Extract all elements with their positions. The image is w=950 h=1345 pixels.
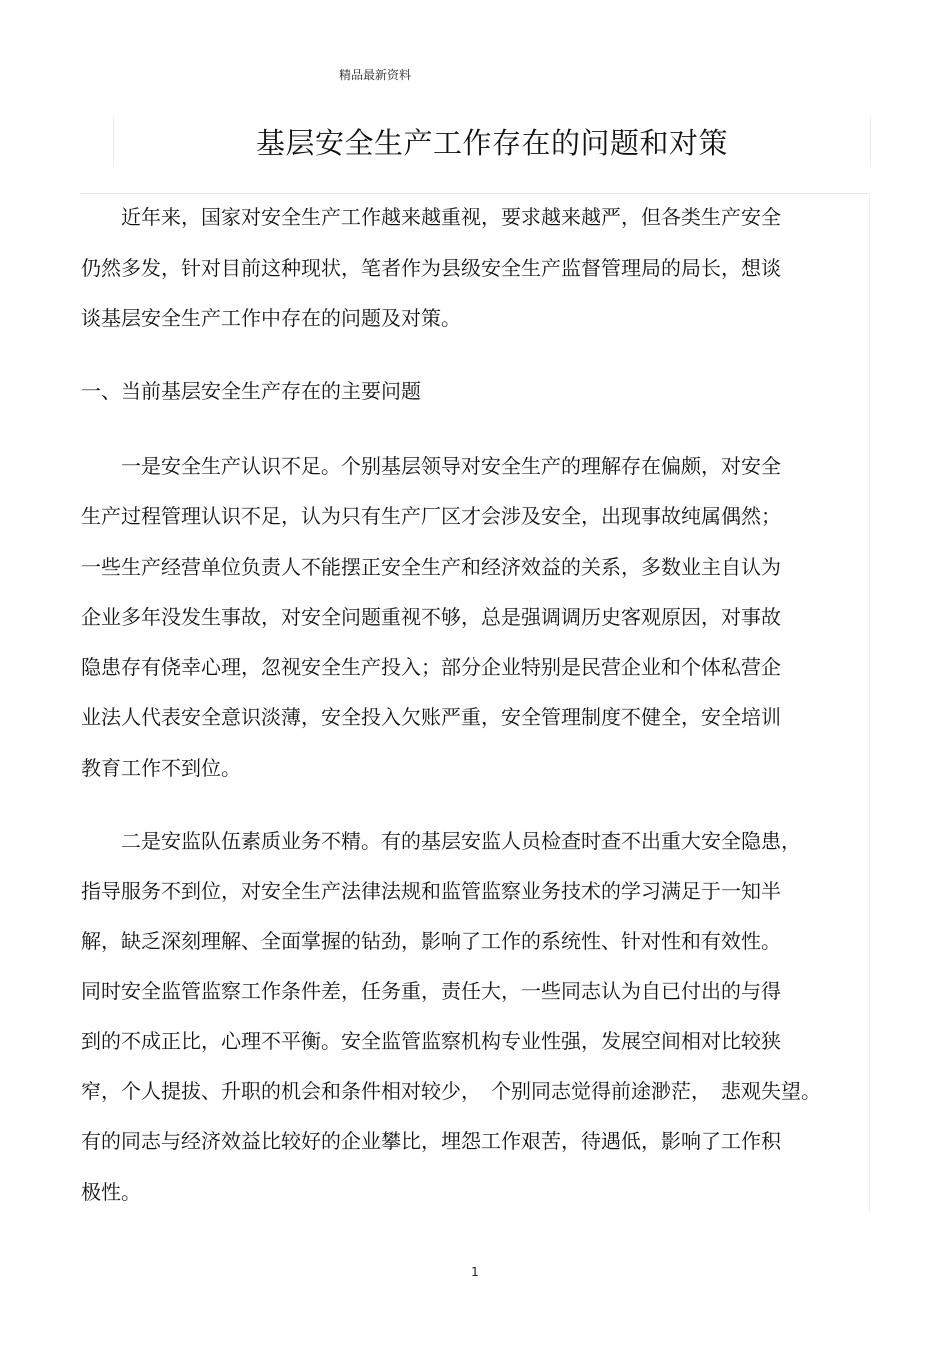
body-line: 到的不成正比，心理不平衡。安全监管监察机构专业性强，发展空间相对比较狭 xyxy=(81,1029,781,1053)
section-heading: 一、当前基层安全生产存在的主要问题 xyxy=(81,379,421,403)
right-margin-line xyxy=(869,193,870,1213)
body-line: 教育工作不到位。 xyxy=(81,756,241,780)
body-line: 同时安全监管监察工作条件差，任务重，责任大，一些同志认为自已付出的与得 xyxy=(81,979,781,1003)
page-number: 1 xyxy=(471,1265,479,1279)
body-line: 谈基层安全生产工作中存在的问题及对策。 xyxy=(81,306,461,330)
body-line: 解，缺乏深刻理解、全面掌握的钻劲，影响了工作的系统性、针对性和有效性。 xyxy=(81,929,781,953)
body-line: 企业多年没发生事故，对安全问题重视不够，总是强调调历史客观原因，对事故 xyxy=(81,605,781,629)
body-line: 一是安全生产认识不足。个别基层领导对安全生产的理解存在偏颇，对安全 xyxy=(81,454,781,478)
body-line: 极性。 xyxy=(81,1180,141,1204)
body-line: 业法人代表安全意识淡薄，安全投入欠账严重，安全管理制度不健全，安全培训 xyxy=(81,705,781,729)
header-note: 精品最新资料 xyxy=(339,68,412,82)
body-line: 指导服务不到位，对安全生产法律法规和监管监察业务技术的学习满足于一知半 xyxy=(81,879,781,903)
body-line: 二是安监队伍素质业务不精。有的基层安监人员检查时查不出重大安全隐患， xyxy=(81,829,801,853)
body-line: 隐患存有侥幸心理，忽视安全生产投入；部分企业特别是民营企业和个体私营企 xyxy=(81,655,781,679)
body-line: 有的同志与经济效益比较好的企业攀比，埋怨工作艰苦，待遇低，影响了工作积 xyxy=(81,1129,781,1153)
body-line: 一些生产经营单位负责人不能摆正安全生产和经济效益的关系，多数业主自认为 xyxy=(81,555,781,579)
body-line: 生产过程管理认识不足，认为只有生产厂区才会涉及安全，出现事故纯属偶然； xyxy=(81,504,781,528)
document-title: 基层安全生产工作存在的问题和对策 xyxy=(255,126,728,160)
title-box xyxy=(113,117,871,167)
body-line: 仍然多发，针对目前这种现状，笔者作为县级安全生产监督管理局的局长，想谈 xyxy=(81,256,781,280)
title-divider xyxy=(80,193,870,194)
body-line: 窄，个人提拔、升职的机会和条件相对较少， 个别同志觉得前途渺茫， 悲观失望。 xyxy=(81,1079,821,1103)
body-line: 近年来，国家对安全生产工作越来越重视，要求越来越严，但各类生产安全 xyxy=(81,205,781,229)
